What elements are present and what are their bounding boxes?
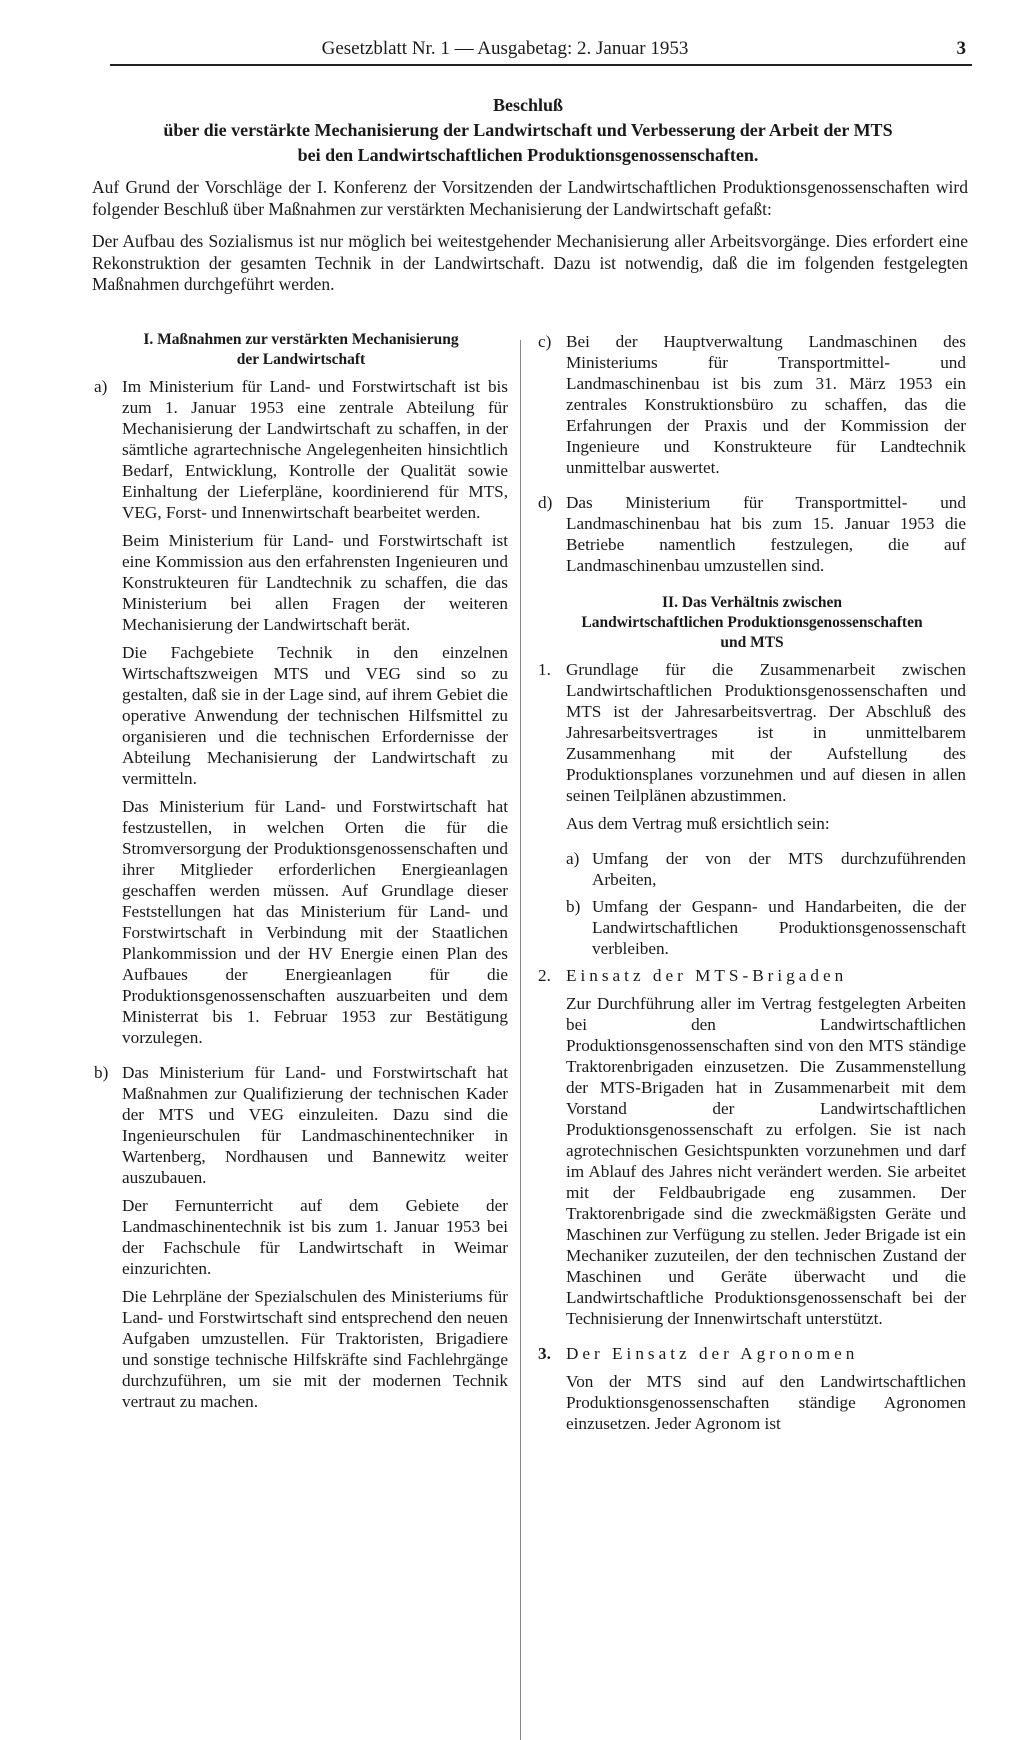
item-1-paragraph-2: Aus dem Vertrag muß ersichtlich sein: [566,814,830,833]
item-c-paragraph-1: Bei der Hauptverwaltung Landmaschinen des Ministeriums für Transportmittel- und Landmaschinenbau ist bis zum 31. März 1953 ein zentrales Konstruktionsbüro zu schaffen, das die Erfahrungen der Praxis und der Kommission der Ingenieure und Konstrukteure für Landtechnik unmittelbar auswertet. [566,332,966,477]
item-3-marker: 3. [538,1344,551,1363]
item-a-paragraph-3: Die Fachgebiete Technik in den einzelnen Wirtschaftszweigen MTS und VEG sind so zu gestalten, daß sie in der Lage sind, auf ihrem Gebiet die operative Anwendung der technischen Hilfsmittel zu organisieren und die technischen Erfordernisse der Abteilung Mechanisierung der Landwirtschaft zu vermitteln. [122,643,508,788]
column-divider [520,340,521,1740]
item-b-paragraph-2: Der Fernunterricht auf dem Gebiete der Landmaschinentechnik ist bis zum 1. Januar 1953 bei der Fachschule für Landwirtschaft in Weimar einzurichten. [122,1196,508,1278]
item-2-marker: 2. [538,966,551,985]
right-column [538,331,966,1448]
section-2-heading-line-3: und MTS [720,634,784,651]
item-1-sub-b-text: Umfang der Gespann- und Handarbeiten, die der Landwirtschaftlichen Produktionsgenossenschaft verbleiben. [592,897,966,958]
item-b-marker: b) [94,1063,109,1082]
item-c [538,331,966,485]
item-d-paragraph-1: Das Ministerium für Transportmittel- und Landmaschinenbau hat bis zum 15. Januar 1953 die Betriebe namentlich festzulegen, die auf Landmaschinenbau umzustellen sind. [566,493,966,575]
item-1-paragraph-1: Grundlage für die Zusammenarbeit zwischen Landwirtschaftlichen Produktionsgenossenschaften und MTS ist der Jahresarbeitsvertrag. Der Abschluß des Jahresarbeitsvertrages ist in unmittelbarem Zusammenhang mit der Aufstellung des Produktionsplanes vorzunehmen und auf diesen in allen seinen Teilplänen abzustimmen. [566,660,966,805]
item-d-marker: d) [538,493,553,512]
item-1-sub-a [566,848,966,890]
item-d-body [566,492,966,583]
item-2-body [566,965,966,1336]
item-b-paragraph-1: Das Ministerium für Land- und Forstwirtschaft hat Maßnahmen zur Qualifizierung der technischen Kader der MTS und VEG einzuleiten. Dazu sind die Ingenieurschulen für Landmaschinentechniker in Wartenberg, Nordhausen und Bannewitz weiter auszubauen. [122,1063,508,1187]
item-1 [538,659,966,841]
item-3-heading: Der Einsatz der Agronomen [566,1344,859,1363]
section-1-heading [94,330,508,370]
item-3 [538,1343,966,1441]
intro-section [92,177,968,307]
item-a-marker: a) [94,377,108,396]
title-line-2: über die verstärkte Mechanisierung der Landwirtschaft und Verbesserung der Arbeit der MTS [163,120,893,140]
running-header [110,38,970,62]
item-a-paragraph-4: Das Ministerium für Land- und Forstwirtschaft hat festzustellen, in welchen Orten die für die Stromversorgung der Produktionsgenossenschaften und ihrer Mitglieder erforderlichen Energieanlagen geschaffen werden müssen. Auf Grundlage dieser Feststellungen hat das Ministerium für Land- und Forstwirtschaft in Verbindung mit der Staatlichen Plankommission und der HV Energie einen Plan des Aufbaues der Energieanlagen für die Produktionsgenossenschaften auszuarbeiten und dem Ministerrat bis 1. Februar 1953 zur Bestätigung vorzulegen. [122,797,508,1047]
item-c-marker: c) [538,332,552,351]
item-b-body [122,1062,508,1419]
item-2-heading: Einsatz der MTS-Brigaden [566,966,848,985]
item-1-sub-a-marker: a) [566,849,580,868]
item-3-body [566,1343,966,1441]
title-line-3: bei den Landwirtschaftlichen Produktionsgenossenschaften. [297,145,759,165]
section-1-heading-line-1: I. Maßnahmen zur verstärkten Mechanisierung [143,331,459,348]
section-1-heading-line-2: der Landwirtschaft [236,351,366,368]
header-rule [110,64,972,66]
item-1-marker: 1. [538,660,551,679]
item-2-paragraph-1: Zur Durchführung aller im Vertrag festgelegten Arbeiten bei den Landwirtschaftlichen Produktionsgenossenschaften sind von den MTS ständige Traktorenbrigaden einzusetzen. Die Zusammenstellung der MTS-Brigaden hat in Zusammenarbeit mit dem Vorstand der Landwirtschaftlichen Produktionsgenossenschaft zu erfolgen. Sie ist nach agrotechnischen Gesichtspunkten vorzunehmen und darf im Ablauf des Jahres nicht verändert werden. Sie arbeitet mit der Feldbaubrigade eng zusammen. Der Traktorenbrigade sind die zweckmäßigsten Geräte und Maschinen zur Verfügung zu stellen. Jeder Brigade ist ein Mechaniker zuzuteilen, der den technischen Zustand der Maschinen und Geräte überwacht und die Landwirtschaftliche Produktionsgenossenschaft bei der Technisierung der Innenwirtschaft unterstützt. [566,994,966,1328]
header-title: Gesetzblatt Nr. 1 — Ausgabetag: 2. Januar 1953 [321,38,689,59]
item-d [538,492,966,583]
section-2-heading-line-1: II. Das Verhältnis zwischen [662,594,842,611]
document-title [88,93,968,168]
item-1-sub-a-text: Umfang der von der MTS durchzuführenden Arbeiten, [592,849,966,889]
item-a-body [122,376,508,1055]
intro-paragraph-1: Auf Grund der Vorschläge der I. Konferenz der Vorsitzenden der Landwirtschaftlichen Produktionsgenossenschaften wird folgender Beschluß über Maßnahmen zur verstärkten Mechanisierung der Landwirtschaft gefaßt: [92,177,968,219]
item-1-sub-b [566,896,966,959]
item-a-paragraph-2: Beim Ministerium für Land- und Forstwirtschaft ist eine Kommission aus den erfahrensten Ingenieuren und Konstrukteuren für Landtechnik zu schaffen, die das Ministerium bei allen Fragen der weiteren Mechanisierung der Landwirtschaft berät. [122,531,508,634]
item-b-paragraph-3: Die Lehrpläne der Spezialschulen des Ministeriums für Land- und Forstwirtschaft sind entsprechend den neuen Aufgaben umzustellen. Für Traktoristen, Brigadiere und sonstige technische Hilfskräfte sind Fachlehrgänge durchzuführen, um sie mit der modernen Technik vertraut zu machen. [122,1287,508,1411]
section-2-heading-line-2: Landwirtschaftlichen Produktionsgenossenschaften [581,614,923,631]
item-1-sub-b-marker: b) [566,897,581,916]
section-2-heading [538,593,966,653]
item-c-body [566,331,966,485]
item-a-paragraph-1: Im Ministerium für Land- und Forstwirtschaft ist bis zum 1. Januar 1953 eine zentrale Abteilung für Mechanisierung der Landwirtschaft zu schaffen, in der sämtliche agrartechnische Angelegenheiten hinsichtlich Bedarf, Entwicklung, Kontrolle der Qualität sowie Einhaltung der Lieferpläne, koordinierend für MTS, VEG, Forst- und Innenwirtschaft bearbeitet werden. [122,377,508,522]
title-line-1: Beschluß [492,95,564,115]
item-b [94,1062,508,1419]
item-1-body [566,659,966,841]
intro-paragraph-2: Der Aufbau des Sozialismus ist nur möglich bei weitestgehender Mechanisierung aller Arbeitsvorgänge. Dies erfordert eine Rekonstruktion der gesamten Technik in der Landwirtschaft. Dazu ist notwendig, daß die im folgenden festgelegten Maßnahmen durchgeführt werden. [92,231,968,294]
page-number: 3 [956,38,966,59]
item-a [94,376,508,1055]
item-3-paragraph-1: Von der MTS sind auf den Landwirtschaftlichen Produktionsgenossenschaften ständige Agronomen einzusetzen. Jeder Agronom ist [566,1372,966,1433]
item-2 [538,965,966,1336]
left-column [94,330,508,1426]
